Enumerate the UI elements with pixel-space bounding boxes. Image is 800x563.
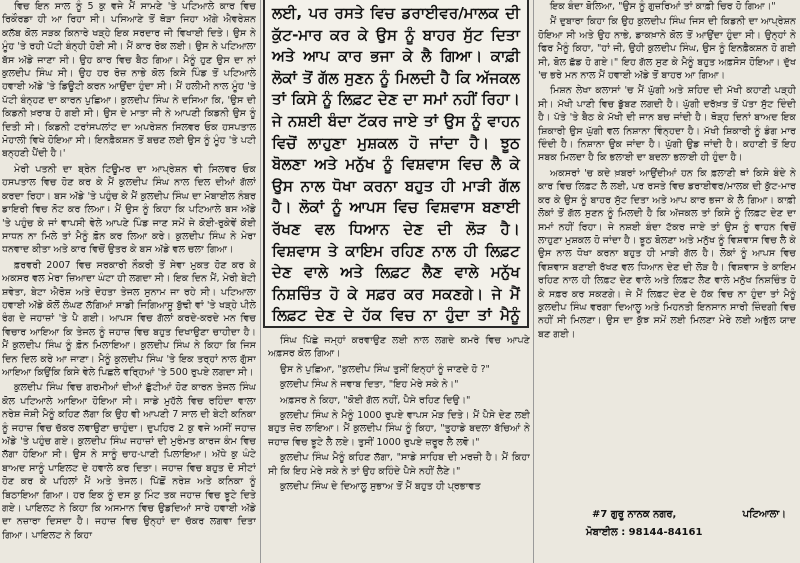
paragraph: ਸਿੰਘ ਪਿੱਛੇ ਜਮ੍ਹਾਂ ਕਰਵਾਉਣ ਲਈ ਨਾਲ ਲਗਦੇ ਕਮਰੇ ਵਿਚ ਆਪਣੇ ਅਫ਼ਸਰ ਕੋਲ ਗਿਆ। — [268, 335, 530, 360]
highlight-quote-text: ਲਈ, ਪਰ ਰਸਤੇ ਵਿਚ ਡਰਾਈਵਰ/ਮਾਲਕ ਦੀ ਕੁੱਟ-ਮਾਰ ਕਰ ਕੇ ਉਸ ਨੂੰ ਬਾਹਰ ਸੁੱਟ ਦਿਤਾ ਅਤੇ ਆਪ ਕਾਰ ਭਜਾ ਕੇ ਲੈ ਗਿਆ। ਕਾਫ਼ੀ ਲੋਕਾਂ ਤੋਂ ਗੱਲ ਸੁਣਨ ਨੂੰ ਮਿਲਦੀ ਹੈ ਕਿ ਅੱਜਕਲ ਤਾਂ ਕਿਸੇ ਨੂੰ ਲਿਫ਼ਟ ਦੇਣ ਦਾ ਸਮਾਂ ਨਹੀਂ ਰਿਹਾ। ਜੇ ਨਸ਼ਈ ਬੰਦਾ ਟੱਕਰ ਜਾਏ ਤਾਂ ਉਸ ਨੂੰ ਵਾਹਨ ਵਿਚੋਂ ਲਾਹੁਣਾ ਮੁਸ਼ਕਲ ਹੋ ਜਾਂਦਾ ਹੈ। ਝੂਠ ਬੋਲਣਾ ਅਤੇ ਮਨੁੱਖ ਨੂੰ ਵਿਸ਼ਵਾਸ ਵਿਚ ਲੈ ਕੇ ਉਸ ਨਾਲ ਧੋਖਾ ਕਰਨਾ ਬਹੁਤ ਹੀ ਮਾੜੀ ਗੱਲ ਹੈ। ਲੋਕਾਂ ਨੂੰ ਆਪਸ ਵਿਚ ਵਿਸ਼ਵਾਸ ਬਣਾਈ ਰੱਖਣ ਵਲ ਧਿਆਨ ਦੇਣ ਦੀ ਲੋੜ ਹੈ। ਵਿਸ਼ਵਾਸ ਤੇ ਕਾਇਮ ਰਹਿਣ ਨਾਲ ਹੀ ਲਿਫ਼ਟ ਦੇਣ ਵਾਲੇ ਅਤੇ ਲਿਫ਼ਟ ਲੈਣ ਵਾਲੇ ਮਨੁੱਖ ਨਿਸ਼ਚਿੰਤ ਹੋ ਕੇ ਸਫ਼ਰ ਕਰ ਸਕਣਗੇ। ਜੇ ਮੈਂ ਲਿਫ਼ਟ ਦੇਣ ਦੇ ਹੱਕ ਵਿਚ ਨਾ ਹੁੰਦਾ ਤਾਂ ਮੈਨੂੰ — [272, 4, 520, 325]
paragraph: ਵਿਚ ਇਨ ਸਾਲ ਨੂੰ 5 ਕੁ ਵਜੇ ਮੈਂ ਸਾਮਣੇ 'ਤੇ ਪਟਿਆਲੇ ਕਾਰ ਵਿਚ ਰਿਕੌਰਡਾ ਹੀ ਆ ਰਿਹਾ ਸੀ। ਪਸਿਆਣੇ ਤੋਂ ਥੋੜਾ ਜਿਹਾ ਅੱਗੇ ਐਵਰੇਸ਼ਨ ਕਲੱਬ ਕੋਲ ਸੜਕ ਕਿਨਾਰੇ ਖੜ੍ਹੇ ਇਕ ਸਰਦਾਰ ਜੀ ਵਿਖਾਈ ਦਿਤੇ। ਉਸ ਨੇ ਮੂੰਹ 'ਤੇ ਰਹੀ ਪੱਟੀ ਬੰਨ੍ਹੀ ਹੋਈ ਸੀ। ਮੈਂ ਕਾਰ ਰੋਕ ਲਈ। ਉਸ ਨੇ ਪਟਿਆਲਾ ਬੱਸ ਅੱਡੇ ਜਾਣਾ ਸੀ। ਉਹ ਕਾਰ ਵਿਚ ਬੈਠ ਗਿਆ। ਮੈਨੂੰ ਹੁਣ ਉਸ ਦਾ ਨਾਂ ਕੁਲਦੀਪ ਸਿੰਘ ਸੀ। ਉਹ ਹਰ ਰੋਜ਼ ਨਾਭੇ ਕੋਲ ਕਿਸੇ ਪਿੰਡ ਤੋਂ ਪਟਿਆਲੇ ਹਵਾਈ ਅੱਡੇ 'ਤੇ ਡਿਊਟੀ ਕਰਨ ਆਉਂਦਾ ਹੁੰਦਾ ਸੀ। ਮੈਂ ਹਲੀਮੀ ਨਾਲ ਮੂੰਹ 'ਤੇ ਪੱਟੀ ਬੰਨ੍ਹਣ ਦਾ ਕਾਰਨ ਪੁਛਿਆ। ਕੁਲਦੀਪ ਸਿੰਘ ਨੇ ਦਸਿਆ ਕਿ, 'ਉਸ ਦੀ ਕਿਡਨੀ ਖ਼ਰਾਬ ਹੋ ਗਈ ਸੀ। ਉਸ ਦੇ ਮਾਤਾ ਜੀ ਨੇ ਆਪਣੀ ਕਿਡਨੀ ਉਸ ਨੂੰ ਦਿਤੀ ਸੀ। ਕਿਡਨੀ ਟਰਾਂਸਪਲਾਂਟ ਦਾ ਅਪਰੇਸ਼ਨ ਸਿਲਵਰ ਓਕ ਹਸਪਤਾਲ ਮੋਹਾਲੀ ਵਿਖੇ ਹੋਇਆ ਸੀ। ਇਨਫ਼ੈਕਸ਼ਨ ਤੋਂ ਬਚਣ ਲਈ ਉਸ ਨੂੰ ਮੂੰਹ 'ਤੇ ਪਟੀ ਬਨ੍ਹਣੀ ਪੈਂਦੀ ਹੈ।' — [2, 1, 256, 160]
article-column-left — [2, 0, 256, 563]
column-divider — [260, 0, 261, 563]
paragraph: ਫ਼ਰਵਰੀ 2007 ਵਿਚ ਸਰਕਾਰੀ ਨੌਕਰੀ ਤੋਂ ਸੇਵਾ ਮੁਕਤ ਹੋਣ ਕਰ ਕੇ ਅਕਸਰ ਵਲ ਮੇਰਾ ਜ਼ਿਆਦਾ ਘੰਟਾ ਹੀ ਲਗਦਾ ਸੀ। ਇਕ ਦਿਨ ਮੈਂ, ਮੇਰੀ ਬੇਟੀ ਸ਼ਵੇਤਾ, ਬੇਟਾ ਐਰੋਸ਼ ਅਤੇ ਦੋਹਤਾ ਤੇਜਲ ਸੁਨਾਮ ਜਾ ਰਹੇ ਸੀ। ਪਟਿਆਲਾ ਹਵਾਈ ਅੱਡੇ ਕੋਲੋਂ ਲੰਘਣ ਲੱਗਿਆਂ ਸਾਡੀ ਜਿਗਿਆਸੂ ਬੁੱਢੀ ਵਾਂ 'ਤੇ ਖੜ੍ਹੇ ਪੀਲੇ ਰੰਗ ਦੇ ਜਹਾਜ਼ਾਂ 'ਤੇ ਪੈ ਗਈ। ਆਪਸ ਵਿਚ ਗੱਲਾਂ ਕਰਦੇ-ਕਰਦੇ ਮਨ ਵਿਚ ਵਿਚਾਰ ਆਇਆ ਕਿ ਤੇਜਲ ਨੂੰ ਜਹਾਜ਼ ਵਿਚ ਬਹੁਤ ਦਿਖਾਉਣਾ ਚਾਹੀਦਾ ਹੈ। ਮੈਂ ਕੁਲਦੀਪ ਸਿੰਘ ਨੂੰ ਫ਼ੋਨ ਮਿਲਾਇਆ। ਕੁਲਦੀਪ ਸਿੰਘ ਨੇ ਕਿਹਾ ਕਿ ਜਿਸ ਦਿਨ ਦਿਲ ਕਰੇ ਆ ਜਾਣਾ। ਮੈਨੂੰ ਕੁਲਦੀਪ ਸਿੰਘ 'ਤੇ ਇਕ ਤਰ੍ਹਾਂ ਨਾਲ ਗੁੱਸਾ ਆਇਆ ਕਿਉਂਕਿ ਕਿਸੇ ਵੇਲੇ ਪਿਛਲੇ ਵਰ੍ਹਿਆਂ 'ਤੇ 500 ਰੁਪਏ ਲਗਦਾ ਸੀ। — [2, 259, 256, 378]
article-column-middle — [268, 334, 530, 563]
paragraph: ਉਸ ਨੇ ਪੁਛਿਆ, "ਕੁਲਦੀਪ ਸਿੰਘ ਤੁਸੀਂ ਇਨ੍ਹਾਂ ਨੂੰ ਜਾਣਦੇ ਹੋ ?" — [280, 363, 490, 375]
paragraph: ਕੁਲਦੀਪ ਸਿੰਘ ਨੇ ਮੈਨੂੰ 1000 ਰੁਪਏ ਵਾਪਸ ਮੋੜ ਦਿਤੇ। ਮੈਂ ਪੈਸੇ ਦੇਣ ਲਈ ਬਹੁਤ ਜ਼ੋਰ ਲਾਇਆ। ਮੈਂ ਕੁਲਦੀਪ ਸਿੰਘ ਨੂੰ ਕਿਹਾ, "ਤੁਹਾਡੇ ਬਦਲਾ ਬੱਚਿਆਂ ਨੇ ਜਹਾਜ਼ ਵਿਚ ਝੂਟੇ ਲੈ ਲਏ। ਤੁਸੀਂ 1000 ਰੁਪਏ ਜ਼ਰੂਰ ਲੈ ਲਵੋ।" — [268, 410, 530, 448]
paragraph: ਮੇਰੀ ਪਤਨੀ ਦਾ ਬ੍ਰੇਨ ਟਿਊਮਰ ਦਾ ਆਪ੍ਰੇਸ਼ਨ ਵੀ ਸਿਲਵਰ ਓਕ ਹਸਪਤਾਲ ਵਿਚ ਹੋਣ ਕਰ ਕੇ ਮੈਂ ਕੁਲਦੀਪ ਸਿੰਘ ਨਾਲ ਦਿਲ ਦੀਆਂ ਗੱਲਾਂ ਕਰਦਾ ਰਿਹਾ। ਬਸ ਅੱਡੇ 'ਤੇ ਪਹੁੰਚ ਕੇ ਮੈਂ ਕੁਲਦੀਪ ਸਿੰਘ ਦਾ ਮੋਬਾਈਲ ਨੰਬਰ ਡਾਇਰੀ ਵਿਚ ਨੋਟ ਕਰ ਲਿਆ। ਮੈਂ ਉਸ ਨੂੰ ਕਿਹਾ ਕਿ ਪਟਿਆਲੇ ਬਸ ਅੱਡੇ 'ਤੇ ਪਹੁੰਚ ਕੇ ਜਾਂ ਵਾਪਸੀ ਵੇਲੇ ਆਪਣੇ ਪਿੰਡ ਜਾਣ ਸਮੇਂ ਜੇ ਕੋਈ-ਰੁਕੇਵੇਂ ਕੋਈ ਸਾਧਨ ਨਾ ਮਿਲੇ ਤਾਂ ਮੈਨੂੰ ਫ਼ੋਨ ਕਰ ਲਿਆ ਕਰੇ। ਕੁਲਦੀਪ ਸਿੰਘ ਨੇ ਮੇਰਾ ਧਨਵਾਦ ਕੀਤਾ ਅਤੇ ਕਾਰ ਵਿਚੋਂ ਉਤਰ ਕੇ ਬਸ ਅੱਡੇ ਵਲ ਚਲਾ ਗਿਆ। — [2, 163, 256, 256]
paragraph: ਕੁਲਦੀਪ ਸਿੰਘ ਮੈਨੂੰ ਕਹਿਣ ਲੱਗਾ, "ਸਾਡੇ ਸਾਹਿਬ ਦੀ ਮਰਜ਼ੀ ਹੈ। ਮੈਂ ਕਿਹਾ ਸੀ ਕਿ ਇਹ ਮੇਰੇ ਸਕੇ ਨੇ ਤਾਂ ਉਹ ਕਹਿੰਦੇ ਪੈਸੇ ਨਹੀਂ ਲੈਣੇ।" — [268, 452, 530, 477]
paragraph: ਕੁਲਦੀਪ ਸਿੰਘ ਨੇ ਜਵਾਬ ਦਿਤਾ, "ਇਹ ਮੇਰੇ ਸਕੇ ਨੇ।" — [280, 379, 459, 391]
paragraph: ਕੁਲਦੀਪ ਸਿੰਘ ਦੇ ਦਿਆਲੂ ਸੁਭਾਅ ਤੋਂ ਮੈਂ ਬਹੁਤ ਹੀ ਪ੍ਰਭਾਵਤ — [280, 481, 481, 493]
author-address-line: #7 ਗੁਰੂ ਨਾਨਕ ਨਗਰ, — [592, 509, 677, 520]
article-column-right — [538, 0, 796, 563]
paragraph: ਮਿਸ਼ਨ ਲੇਖਾ ਕਲਾਸਾਂ 'ਚ ਮੈਂ ਘੁੱਗੀ ਅਤੇ ਸ਼ਹਿਦ ਦੀ ਮੱਖੀ ਕਹਾਣੀ ਪੜ੍ਹੀ ਸੀ। ਮੱਖੀ ਪਾਣੀ ਵਿਚ ਡੁੱਬਣ ਲਗਦੀ ਹੈ। ਘੁੱਗੀ ਦਰੱਖ਼ਤ ਤੋਂ ਪੱਤਾ ਸੁੱਟ ਦਿੰਦੀ ਹੈ। ਪੱਤੇ 'ਤੇ ਬੈਠ ਕੇ ਮੱਖੀ ਦੀ ਜਾਨ ਬਚ ਜਾਂਦੀ ਹੈ। ਥੋੜ੍ਹ ਦਿਨਾਂ ਬਾਅਦ ਇਕ ਸ਼ਿਕਾਰੀ ਉਸ ਘੁੱਗੀ ਵਲ ਨਿਸ਼ਾਨਾ ਵਿੰਨ੍ਹਦਾ ਹੈ। ਮੱਖੀ ਸ਼ਿਕਾਰੀ ਨੂੰ ਡੰਗ ਮਾਰ ਦਿੰਦੀ ਹੈ। ਨਿਸ਼ਾਨਾ ਉਕ ਜਾਂਦਾ ਹੈ। ਘੁੱਗੀ ਉਡ ਜਾਂਦੀ ਹੈ। ਕਹਾਣੀ ਤੋਂ ਇਹ ਸਬਕ ਮਿਲਦਾ ਹੈ ਕਿ ਭਲਾਈ ਦਾ ਬਦਲਾ ਭਲਾਈ ਹੀ ਹੁੰਦਾ ਹੈ। — [538, 85, 796, 164]
column-divider — [533, 0, 534, 563]
paragraph: ਅਫ਼ਸਰ ਨੇ ਕਿਹਾ, "ਕੋਈ ਗੱਲ ਨਹੀਂ, ਪੈਸੇ ਰਹਿਣ ਦਿਉ।" — [280, 394, 471, 406]
paragraph: ਕੁਲਦੀਪ ਸਿੰਘ ਵਿਚ ਗਰਮੀਆਂ ਦੀਆਂ ਛੁੱਟੀਆਂ ਹੋਣ ਕਾਰਨ ਤੇਜਲ ਸਿੰਘ ਕੋਲ ਪਟਿਆਲੇ ਆਇਆ ਹੋਇਆ ਸੀ। ਸਾਡੇ ਮੁਹੱਲੇ ਵਿਚ ਰਹਿੰਦਾ ਵਾਲਾ ਨਰੇਸ਼ ਜੋਸ਼ੀ ਮੈਨੂੰ ਕਹਿਣ ਲੱਗਾ ਕਿ ਉਹ ਵੀ ਆਪਣੀ 7 ਸਾਲ ਦੀ ਬੇਟੀ ਕਨਿਕਾ ਨੂੰ ਜਹਾਜ਼ ਵਿਚ ਚੱਕਰ ਲਵਾਉਣਾ ਚਾਹੁੰਦਾ। ਦੁਪਹਿਰ 2 ਕੁ ਵਜੇ ਅਸੀਂ ਜਹਾਜ਼ ਅੱਡੇ 'ਤੇ ਪਹੁੰਚ ਗਏ। ਕੁਲਦੀਪ ਸਿੰਘ ਜਹਾਜ਼ਾਂ ਦੀ ਮੁਰੰਮਤ ਕਾਰਜ ਕੰਮ ਵਿਚ ਲੱਗਾ ਹੋਇਆ ਸੀ। ਉਸ ਨੇ ਸਾਨੂੰ ਚਾਹ-ਪਾਣੀ ਪਿਲਾਇਆ। ਅੱਧੇ ਕੁ ਘੰਟੇ ਬਾਅਦ ਸਾਨੂੰ ਪਾਇਲਟ ਦੇ ਹਵਾਲੇ ਕਰ ਦਿਤਾ। ਜਹਾਜ਼ ਵਿਚ ਬਹੁਤ ਦੋ ਸੀਟਾਂ ਹੋਣ ਕਰ ਕੇ ਪਹਿਲਾਂ ਮੈਂ ਅਤੇ ਤੇਜਲ। ਪਿੱਛੋਂ ਨਰੇਸ਼ ਅਤੇ ਕਨਿਕਾ ਨੂੰ ਬਿਠਾਇਆ ਗਿਆ। ਹਰ ਇਕ ਨੂੰ ਦਸ ਕੁ ਮਿੰਟ ਤਕ ਜਹਾਜ਼ ਵਿਚ ਝੂਟੇ ਦਿਤੇ ਗਏ। ਪਾਇਲਟ ਨੇ ਕਿਹਾ ਕਿ ਅਸਮਾਨ ਵਿਚ ਉਡਦਿਆਂ ਸਾਰੇ ਹਵਾਈ ਅੱਡੇ ਦਾ ਨਜ਼ਾਰਾ ਦਿਸਦਾ ਹੈ। ਜਹਾਜ਼ ਵਿਚ ਉਨ੍ਹਾਂ ਦਾ ਚੱਕਰ ਲਗਵਾ ਦਿਤਾ ਗਿਆ। ਪਾਇਲਟ ਨੇ ਕਿਹਾ — [2, 382, 256, 541]
paragraph: ਅਕਸਰਾਂ 'ਚ ਕਦੇ ਖ਼ਬਰਾਂ ਆਉਂਦੀਆਂ ਹਨ ਕਿ ਫ਼ਲਾਣੀ ਥਾਂ ਕਿਸੇ ਬੰਦੇ ਨੇ ਕਾਰ ਵਿਚ ਲਿਫ਼ਟ ਲੈ ਲਈ, ਪਰ ਰਸਤੇ ਵਿਚ ਡਰਾਈਵਰ/ਮਾਲਕ ਦੀ ਕੁੱਟ-ਮਾਰ ਕਰ ਕੇ ਉਸ ਨੂੰ ਬਾਹਰ ਸੁੱਟ ਦਿਤਾ ਅਤੇ ਆਪ ਕਾਰ ਭਜਾ ਕੇ ਲੈ ਗਿਆ। ਕਾਫ਼ੀ ਲੋਕਾਂ ਤੋਂ ਗੱਲ ਸੁਣਨ ਨੂੰ ਮਿਲਦੀ ਹੈ ਕਿ ਅੱਜਕਲ ਤਾਂ ਕਿਸੇ ਨੂੰ ਲਿਫ਼ਟ ਦੇਣ ਦਾ ਸਮਾਂ ਨਹੀਂ ਰਿਹਾ। ਜੇ ਨਸ਼ਈ ਬੰਦਾ ਟੱਕਰ ਜਾਏ ਤਾਂ ਉਸ ਨੂੰ ਵਾਹਨ ਵਿਚੋਂ ਲਾਹੁਣਾ ਮੁਸ਼ਕਲ ਹੋ ਜਾਂਦਾ ਹੈ। ਝੂਠ ਬੋਲਣਾ ਅਤੇ ਮਨੁੱਖ ਨੂੰ ਵਿਸ਼ਵਾਸ ਵਿਚ ਲੈ ਕੇ ਉਸ ਨਾਲ ਧੋਖਾ ਕਰਨਾ ਬਹੁਤ ਹੀ ਮਾੜੀ ਗੱਲ ਹੈ। ਲੋਕਾਂ ਨੂੰ ਆਪਸ ਵਿਚ ਵਿਸ਼ਵਾਸ ਬਣਾਈ ਰੱਖਣ ਵਲ ਧਿਆਨ ਦੇਣ ਦੀ ਲੋੜ ਹੈ। ਵਿਸ਼ਵਾਸ ਤੇ ਕਾਇਮ ਰਹਿਣ ਨਾਲ ਹੀ ਲਿਫ਼ਟ ਦੇਣ ਵਾਲੇ ਅਤੇ ਲਿਫ਼ਟ ਲੈਣ ਵਾਲੇ ਮਨੁੱਖ ਨਿਸ਼ਚਿੰਤ ਹੋ ਕੇ ਸਫ਼ਰ ਕਰ ਸਕਣਗੇ। ਜੇ ਮੈਂ ਲਿਫ਼ਟ ਦੇਣ ਦੇ ਹੱਕ ਵਿਚ ਨਾ ਹੁੰਦਾ ਤਾਂ ਮੈਨੂੰ ਕੁਲਦੀਪ ਸਿੰਘ ਵਰਗਾ ਦਿਆਲੂ ਅਤੇ ਮਿਹਨਤੀ ਇਨਸਾਨ ਸਾਰੀ ਜ਼ਿੰਦਗੀ ਵਿਚ ਨਹੀਂ ਸੀ ਮਿਲਣਾ। ਉਸ ਦਾ ਕੁੱਝ ਸਮੇਂ ਲਈ ਮਿਲਣਾ ਮੇਰੇ ਲਈ ਅਭੁੱਲ ਯਾਦ ਬਣ ਗਈ। — [538, 167, 796, 340]
paragraph: ਇਕ ਬੰਦਾ ਬੋਲਿਆ, "ਉਸ ਨੂੰ ਗੁਜ਼ਰਿਆਂ ਤਾਂ ਕਾਫ਼ੀ ਚਿਰ ਹੋ ਗਿਆ।" — [550, 1, 776, 12]
author-city: ਪਟਿਆਲਾ। — [742, 509, 786, 520]
author-address — [586, 508, 786, 522]
author-phone: ਮੋਬਾਈਲ : 98144-84161 — [586, 527, 703, 538]
author-signature — [586, 508, 786, 540]
paragraph: ਮੈਂ ਦੁਬਾਰਾ ਕਿਹਾ ਕਿ ਉਹ ਕੁਲਦੀਪ ਸਿੰਘ ਜਿਸ ਦੀ ਕਿਡਨੀ ਦਾ ਆਪ੍ਰੇਸ਼ਨ ਹੋਇਆ ਸੀ ਅਤੇ ਉਹ ਨਾਭੇ, ਡਾਕਖ਼ਾਨੇ ਕੋਲ ਤੋਂ ਆਉਂਦਾ ਹੁੰਦਾ ਸੀ। ਉਨ੍ਹਾਂ ਨੇ ਫਿਰ ਮੈਨੂੰ ਕਿਹਾ, "ਹਾਂ ਜੀ, ਉਹੀ ਕੁਲਦੀਪ ਸਿੰਘ, ਉਸ ਨੂੰ ਇਨਫ਼ੈਕਸ਼ਨ ਹੋ ਗਈ ਸੀ, ਬੋਲ ਛੱਡ ਹੋ ਗਏ।" ਇਹ ਗੱਲ ਸੁਣ ਕੇ ਮੈਨੂੰ ਬਹੁਤ ਅਫ਼ਸੋਸ ਹੋਇਆ। ਦੁੱਖ 'ਚ ਭਰੇ ਮਨ ਨਾਲ ਮੈਂ ਹਵਾਈ ਅੱਡੇ ਤੋਂ ਬਾਹਰ ਆ ਗਿਆ। — [538, 16, 796, 82]
highlight-quote-box — [263, 0, 529, 328]
